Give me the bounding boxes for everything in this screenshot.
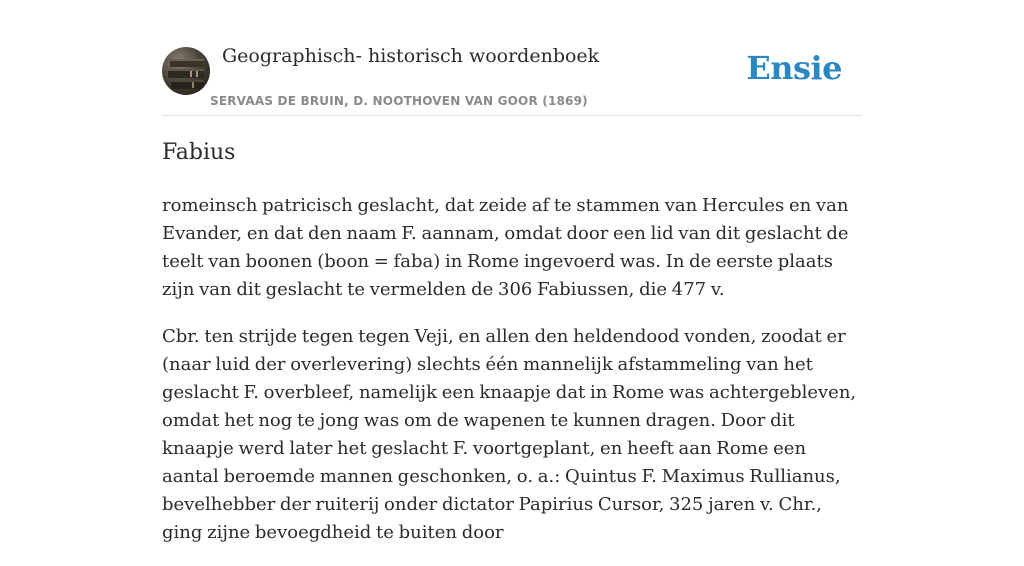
entry-title: Fabius (162, 140, 236, 165)
entry-paragraph: romeinsch patricisch geslacht, dat zeide af te stammen van Hercules en van Evander, en dat den naam F. aannam, omdat door een lid van dit geslacht de teelt van boonen (boon = faba) in Rome ingevoerd was. In de eerste plaats zijn van dit geslacht te vermelden de 306 Fabiussen, die 477 v. (162, 195, 849, 300)
entry-paragraph: Cbr. ten strijde tegen tegen Veji, en allen den heldendood vonden, zoodat er (naar luid der overlevering) slechts één mannelijk afstammeling van het geslacht F. overbleef, namelijk een knaapje dat in Rome was achtergebleven, omdat het nog te jong was om de wapenen te kunnen dragen. Door dit knaapje werd later het geslacht F. voortgeplant, en heeft aan Rome een aantal beroemde mannen geschonken, o. a.: Quintus F. Maximus Rullianus, bevelhebber der ruiterij onder dictator Papirius Cursor, 325 jaren v. Chr., ging zijne bevoegdheid te buiten door (162, 326, 857, 543)
header-divider (162, 115, 862, 116)
book-avatar[interactable] (162, 47, 210, 95)
brand-logo[interactable]: Ensie (746, 49, 842, 87)
page (162, 0, 862, 543)
entry-content (162, 192, 862, 566)
book-title[interactable]: Geographisch- historisch woordenboek (222, 45, 600, 67)
book-stack-icon (162, 47, 210, 95)
book-author[interactable]: SERVAAS DE BRUIN, D. NOOTHOVEN VAN GOOR (1869) (210, 94, 588, 108)
